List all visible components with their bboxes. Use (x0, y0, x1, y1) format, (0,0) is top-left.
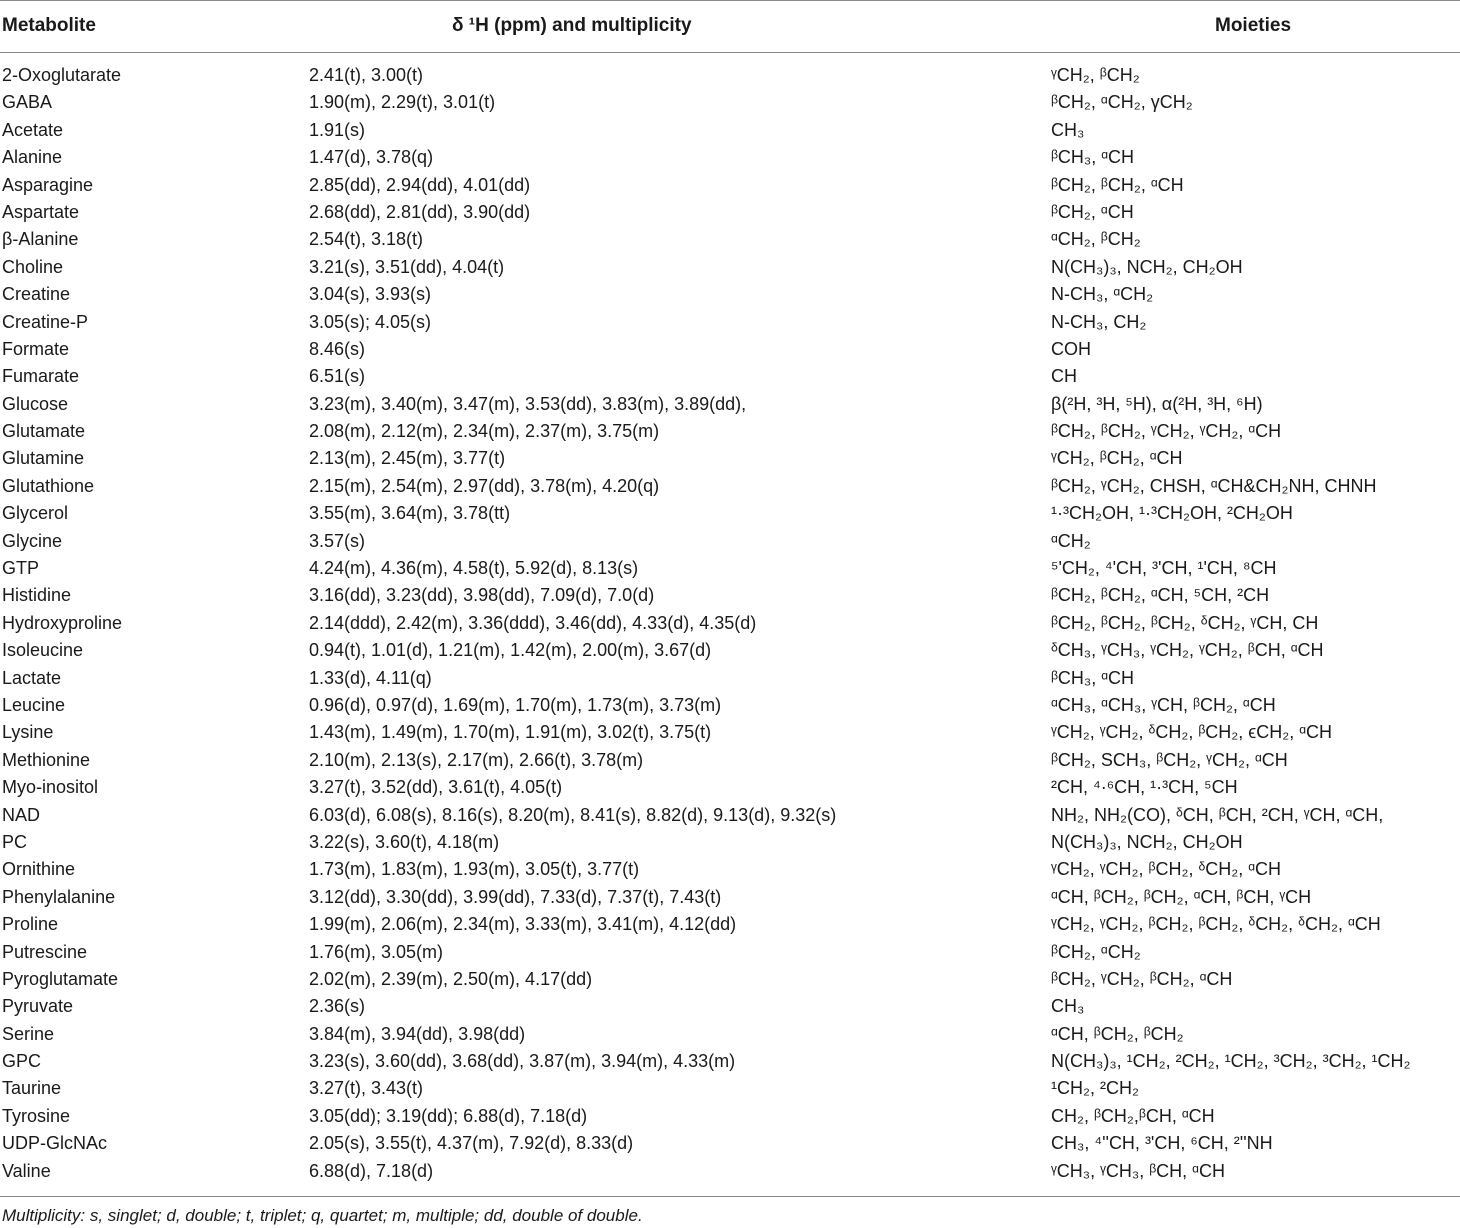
cell-shift: 3.12(dd), 3.30(dd), 3.99(dd), 7.33(d), 7.37(t), 7.43(t) (309, 886, 722, 907)
cell-shift: 3.27(t), 3.52(dd), 3.61(t), 4.05(t) (309, 777, 563, 798)
cell-moieties: ᵞCH₃, ᵞCH₃, ᵝCH, ᵅCH (1051, 1160, 1225, 1181)
cell-moieties: ᵝCH₂, ᵅCH (1051, 201, 1134, 222)
cell-metabolite: Pyroglutamate (2, 968, 119, 989)
table-row (0, 117, 1460, 144)
cell-shift: 3.27(t), 3.43(t) (309, 1078, 424, 1099)
cell-shift: 3.23(s), 3.60(dd), 3.68(dd), 3.87(m), 3.94(m), 4.33(m) (309, 1051, 736, 1072)
cell-shift: 2.14(ddd), 2.42(m), 3.36(ddd), 3.46(dd), 4.33(d), 4.35(d) (309, 612, 757, 633)
cell-metabolite: Serine (2, 1023, 55, 1044)
bottom-rule (0, 1196, 1460, 1197)
cell-moieties: ᵝCH₂, ᵞCH₂, CHSH, ᵅCH&CH₂NH, CHNH (1051, 475, 1377, 496)
cell-metabolite: Proline (2, 914, 59, 935)
table-row (0, 1130, 1460, 1157)
cell-shift: 6.51(s) (309, 366, 366, 387)
table-row (0, 309, 1460, 336)
table-row (0, 528, 1460, 555)
cell-metabolite: Pyruvate (2, 996, 74, 1017)
cell-moieties: N(CH₃)₃, ¹CH₂, ²CH₂, ¹CH₂, ³CH₂, ³CH₂, ¹CH₂ (1051, 1051, 1411, 1072)
table-body (0, 62, 1460, 1185)
cell-shift: 3.84(m), 3.94(dd), 3.98(dd) (309, 1023, 526, 1044)
cell-moieties: CH (1051, 366, 1077, 387)
cell-metabolite: Isoleucine (2, 640, 84, 661)
table-row (0, 692, 1460, 719)
header-metabolite: Metabolite (2, 15, 96, 36)
table-row (0, 500, 1460, 527)
table-row (0, 884, 1460, 911)
cell-shift: 1.76(m), 3.05(m) (309, 941, 444, 962)
table-row (0, 62, 1460, 89)
top-rule (0, 0, 1460, 1)
table-row (0, 199, 1460, 226)
cell-moieties: ᵝCH₂, ᵝCH₂, ᵅCH (1051, 174, 1184, 195)
cell-shift: 6.88(d), 7.18(d) (309, 1160, 434, 1181)
cell-moieties: ᵝCH₃, ᵅCH (1051, 147, 1135, 168)
cell-shift: 1.91(s) (309, 119, 366, 140)
header-shift: δ ¹H (ppm) and multiplicity (452, 15, 692, 36)
cell-metabolite: Phenylalanine (2, 886, 116, 907)
cell-shift: 8.46(s) (309, 338, 366, 359)
cell-moieties: ²CH, ⁴·⁶CH, ¹·³CH, ⁵CH (1051, 777, 1238, 798)
cell-moieties: ᵞCH₂, ᵝCH₂, ᵅCH (1051, 448, 1183, 469)
cell-metabolite: Choline (2, 256, 64, 277)
cell-shift: 3.05(dd); 3.19(dd); 6.88(d), 7.18(d) (309, 1105, 588, 1126)
cell-moieties: CH₃ (1051, 119, 1085, 140)
cell-moieties: ᵅCH₂, ᵝCH₂ (1051, 229, 1141, 250)
table-row (0, 281, 1460, 308)
cell-shift: 1.73(m), 1.83(m), 1.93(m), 3.05(t), 3.77(t) (309, 859, 640, 880)
table-row (0, 391, 1460, 418)
cell-metabolite: Hydroxyproline (2, 612, 123, 633)
table-row (0, 1158, 1460, 1185)
cell-metabolite: GTP (2, 558, 40, 579)
cell-shift: 2.54(t), 3.18(t) (309, 229, 424, 250)
cell-moieties: β(²H, ³H, ⁵H), α(²H, ³H, ⁶H) (1051, 393, 1263, 414)
cell-metabolite: Leucine (2, 694, 66, 715)
cell-moieties: ᵝCH₂, SCH₃, ᵝCH₂, ᵞCH₂, ᵅCH (1051, 749, 1288, 770)
cell-metabolite: Tyrosine (2, 1105, 71, 1126)
table-row (0, 445, 1460, 472)
table-row (0, 336, 1460, 363)
cell-metabolite: Lactate (2, 667, 62, 688)
cell-shift: 0.94(t), 1.01(d), 1.21(m), 1.42(m), 2.00(m), 3.67(d) (309, 640, 712, 661)
cell-metabolite: 2-Oxoglutarate (2, 65, 122, 85)
cell-moieties: CH₃, ⁴''CH, ³'CH, ⁶CH, ²''NH (1051, 1133, 1273, 1154)
cell-moieties: ᵝCH₂, ᵝCH₂, ᵅCH, ⁵CH, ²CH (1051, 585, 1270, 606)
table-row (0, 802, 1460, 829)
cell-moieties: N-CH₃, ᵅCH₂ (1051, 284, 1154, 305)
header-rule (0, 52, 1460, 53)
cell-metabolite: Glutamate (2, 421, 86, 442)
cell-metabolite: Aspartate (2, 201, 80, 222)
table-row (0, 473, 1460, 500)
cell-metabolite: Creatine (2, 284, 71, 305)
cell-moieties: ᵅCH₃, ᵅCH₃, ᵞCH, ᵝCH₂, ᵅCH (1051, 694, 1276, 715)
table-row (0, 911, 1460, 938)
cell-shift: 6.03(d), 6.08(s), 8.16(s), 8.20(m), 8.41(s), 8.82(d), 9.13(d), 9.32(s) (309, 804, 837, 825)
cell-metabolite: Ornithine (2, 859, 76, 880)
cell-shift: 2.68(dd), 2.81(dd), 3.90(dd) (309, 201, 531, 222)
cell-moieties: ᵝCH₂, ᵅCH₂ (1051, 941, 1141, 962)
table-row (0, 254, 1460, 281)
cell-metabolite: Acetate (2, 119, 64, 140)
table-row (0, 719, 1460, 746)
table-row (0, 665, 1460, 692)
cell-shift: 2.13(m), 2.45(m), 3.77(t) (309, 448, 506, 469)
cell-metabolite: Valine (2, 1160, 51, 1181)
cell-metabolite: PC (2, 831, 28, 852)
cell-metabolite: Glycine (2, 530, 63, 551)
cell-moieties: N(CH₃)₃, NCH₂, CH₂OH (1051, 831, 1243, 852)
table-row (0, 555, 1460, 582)
cell-moieties: ᵞCH₂, ᵞCH₂, ᵟCH₂, ᵝCH₂, ϵCH₂, ᵅCH (1051, 722, 1332, 743)
cell-metabolite: Putrescine (2, 941, 88, 962)
cell-metabolite: GPC (2, 1051, 42, 1072)
cell-moieties: ᵅCH₂ (1051, 530, 1091, 551)
cell-moieties: ᵝCH₂, ᵅCH₂, γCH₂ (1051, 92, 1193, 113)
cell-shift: 4.24(m), 4.36(m), 4.58(t), 5.92(d), 8.13(s) (309, 558, 639, 579)
table-row (0, 89, 1460, 116)
table-row (0, 856, 1460, 883)
table-row (0, 226, 1460, 253)
cell-shift: 3.04(s), 3.93(s) (309, 284, 432, 305)
table-row (0, 172, 1460, 199)
table-row (0, 363, 1460, 390)
cell-moieties: CH₂, ᵝCH₂,ᵝCH, ᵅCH (1051, 1105, 1215, 1126)
cell-moieties: ᵟCH₃, ᵞCH₃, ᵞCH₂, ᵞCH₂, ᵝCH, ᵅCH (1051, 640, 1324, 661)
cell-metabolite: Myo-inositol (2, 777, 99, 798)
cell-shift: 3.22(s), 3.60(t), 4.18(m) (309, 831, 500, 852)
cell-shift: 2.05(s), 3.55(t), 4.37(m), 7.92(d), 8.33(d) (309, 1133, 634, 1154)
table-row (0, 966, 1460, 993)
cell-moieties: NH₂, NH₂(CO), ᵟCH, ᵝCH, ²CH, ᵞCH, ᵅCH, (1051, 804, 1384, 825)
cell-moieties: ¹·³CH₂OH, ¹·³CH₂OH, ²CH₂OH (1051, 503, 1293, 524)
cell-metabolite: Glutamine (2, 448, 85, 469)
header-moieties: Moieties (1215, 15, 1292, 36)
table-row (0, 1048, 1460, 1075)
table-row (0, 637, 1460, 664)
table-row (0, 747, 1460, 774)
cell-moieties: ᵅCH, ᵝCH₂, ᵝCH₂, ᵅCH, ᵝCH, ᵞCH (1051, 886, 1312, 907)
table-row (0, 1103, 1460, 1130)
table-row (0, 418, 1460, 445)
table-row (0, 939, 1460, 966)
cell-moieties: CH₃ (1051, 996, 1085, 1017)
cell-shift: 3.23(m), 3.40(m), 3.47(m), 3.53(dd), 3.83(m), 3.89(dd), (309, 393, 747, 414)
cell-metabolite: NAD (2, 804, 41, 825)
cell-shift: 2.02(m), 2.39(m), 2.50(m), 4.17(dd) (309, 968, 593, 989)
cell-metabolite: Creatine-P (2, 311, 89, 332)
cell-metabolite: Glycerol (2, 503, 69, 524)
cell-shift: 1.90(m), 2.29(t), 3.01(t) (309, 92, 496, 113)
cell-metabolite: Formate (2, 338, 70, 359)
cell-shift: 2.15(m), 2.54(m), 2.97(dd), 3.78(m), 4.20(q) (309, 475, 660, 496)
table-row (0, 993, 1460, 1020)
cell-moieties: ¹CH₂, ²CH₂ (1051, 1078, 1139, 1099)
cell-shift: 3.16(dd), 3.23(dd), 3.98(dd), 7.09(d), 7.0(d) (309, 585, 655, 606)
cell-shift: 3.57(s) (309, 530, 366, 551)
cell-moieties: COH (1051, 338, 1091, 359)
cell-shift: 1.43(m), 1.49(m), 1.70(m), 1.91(m), 3.02(t), 3.75(t) (309, 722, 712, 743)
cell-moieties: N-CH₃, CH₂ (1051, 311, 1147, 332)
cell-moieties: ᵞCH₂, ᵞCH₂, ᵝCH₂, ᵝCH₂, ᵟCH₂, ᵟCH₂, ᵅCH (1051, 914, 1381, 935)
cell-moieties: ᵞCH₂, ᵞCH₂, ᵝCH₂, ᵟCH₂, ᵅCH (1051, 859, 1282, 880)
table-row (0, 144, 1460, 171)
cell-shift: 1.33(d), 4.11(q) (309, 667, 432, 688)
table-row (0, 829, 1460, 856)
cell-shift: 3.55(m), 3.64(m), 3.78(tt) (309, 503, 511, 524)
cell-metabolite: Asparagine (2, 174, 94, 195)
cell-shift: 3.05(s); 4.05(s) (309, 311, 432, 332)
cell-moieties: ᵝCH₂, ᵝCH₂, ᵝCH₂, ᵟCH₂, ᵞCH, CH (1051, 612, 1319, 633)
cell-metabolite: Methionine (2, 749, 91, 770)
cell-moieties: ᵅCH, ᵝCH₂, ᵝCH₂ (1051, 1023, 1184, 1044)
cell-shift: 1.47(d), 3.78(q) (309, 147, 434, 168)
cell-moieties: ᵞCH₂, ᵝCH₂ (1051, 65, 1140, 85)
cell-moieties: ᵝCH₃, ᵅCH (1051, 667, 1135, 688)
cell-shift: 3.21(s), 3.51(dd), 4.04(t) (309, 256, 505, 277)
cell-shift: 1.99(m), 2.06(m), 2.34(m), 3.33(m), 3.41(m), 4.12(dd) (309, 914, 737, 935)
cell-metabolite: Glucose (2, 393, 69, 414)
cell-metabolite: Taurine (2, 1078, 62, 1099)
cell-metabolite: Fumarate (2, 366, 80, 387)
cell-shift: 2.85(dd), 2.94(dd), 4.01(dd) (309, 174, 531, 195)
cell-metabolite: Alanine (2, 147, 63, 168)
cell-metabolite: UDP-GlcNAc (2, 1133, 108, 1154)
cell-shift: 2.41(t), 3.00(t) (309, 65, 424, 85)
cell-metabolite: β-Alanine (2, 229, 79, 250)
cell-metabolite: Histidine (2, 585, 72, 606)
cell-shift: 0.96(d), 0.97(d), 1.69(m), 1.70(m), 1.73(m), 3.73(m) (309, 694, 722, 715)
table-row (0, 1021, 1460, 1048)
table-row (0, 1075, 1460, 1102)
table-row (0, 774, 1460, 801)
cell-metabolite: Glutathione (2, 475, 95, 496)
cell-metabolite: GABA (2, 92, 53, 113)
cell-moieties: ᵝCH₂, ᵞCH₂, ᵝCH₂, ᵅCH (1051, 968, 1233, 989)
table-row (0, 610, 1460, 637)
cell-shift: 2.10(m), 2.13(s), 2.17(m), 2.66(t), 3.78(m) (309, 749, 644, 770)
cell-shift: 2.08(m), 2.12(m), 2.34(m), 2.37(m), 3.75(m) (309, 421, 660, 442)
cell-moieties: ⁵'CH₂, ⁴'CH, ³'CH, ¹'CH, ⁸CH (1051, 558, 1277, 579)
cell-metabolite: Lysine (2, 722, 54, 743)
cell-shift: 2.36(s) (309, 996, 366, 1017)
table-row (0, 582, 1460, 609)
cell-moieties: ᵝCH₂, ᵝCH₂, ᵞCH₂, ᵞCH₂, ᵅCH (1051, 421, 1282, 442)
footnote: Multiplicity: s, singlet; d, double; t, triplet; q, quartet; m, multiple; dd, double of double. (2, 1206, 643, 1225)
cell-moieties: N(CH₃)₃, NCH₂, CH₂OH (1051, 256, 1243, 277)
